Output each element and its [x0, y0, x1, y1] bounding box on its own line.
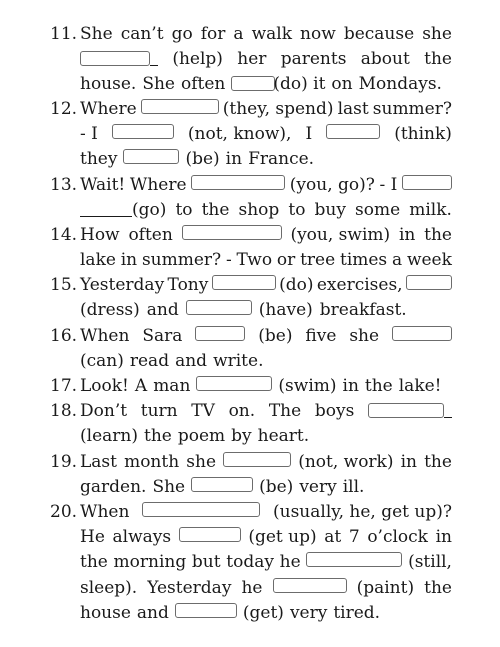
word: Mondays.: [358, 74, 442, 94]
exercise-11-line-3: [80, 72, 452, 96]
answer-blank[interactable]: [223, 452, 291, 467]
word: (paint): [356, 578, 415, 598]
word: Look!: [80, 376, 129, 396]
word: Last: [80, 452, 117, 472]
answer-blank[interactable]: [182, 225, 282, 240]
word: five: [305, 326, 337, 346]
word: heart.: [257, 426, 310, 446]
word: some: [355, 200, 401, 220]
word: in: [400, 452, 417, 472]
word: by: [231, 426, 252, 446]
word: exercises,: [316, 275, 403, 295]
word: and: [175, 351, 208, 371]
answer-blank[interactable]: [212, 275, 276, 290]
word: the: [364, 376, 393, 396]
answer-blank[interactable]: [326, 124, 380, 139]
answer-blank[interactable]: [80, 51, 150, 66]
exercise-20-line-5: [80, 601, 452, 625]
word: in: [342, 376, 359, 396]
exercise-13-line-1: [80, 173, 452, 197]
answer-blank[interactable]: [406, 275, 452, 290]
word: very: [289, 603, 328, 623]
word: the: [424, 578, 452, 598]
word: lake: [80, 250, 116, 270]
word: the: [424, 225, 452, 245]
word: summer?: [141, 250, 222, 270]
word: Where: [80, 99, 137, 119]
exercise-number: 19.: [50, 452, 78, 472]
word: (you, go)?: [289, 175, 375, 195]
answer-blank[interactable]: [142, 502, 260, 517]
word: at: [324, 527, 342, 547]
word: When: [80, 326, 130, 346]
exercise-14-line-2: [80, 248, 452, 272]
word: in: [225, 149, 243, 169]
word: garden.: [80, 477, 147, 497]
exercise-20-line-3: [80, 550, 452, 574]
answer-blank[interactable]: [141, 99, 219, 114]
word: always: [112, 527, 172, 547]
word: lake!: [398, 376, 442, 396]
word: Don’t: [80, 401, 128, 421]
word: (have): [258, 300, 313, 320]
exercise-18-line-2: [80, 424, 452, 448]
exercise-11-line-2: [80, 47, 452, 71]
answer-blank[interactable]: [175, 603, 237, 618]
word: (help): [172, 49, 223, 69]
word: a: [233, 24, 244, 44]
exercise-number: 12.: [50, 99, 78, 119]
word: Yesterday: [147, 578, 232, 598]
word: (do) it: [273, 74, 326, 94]
word: she: [349, 326, 380, 346]
word: turn: [140, 401, 178, 421]
exercise-14-line-1: [80, 223, 452, 247]
word: (be): [259, 477, 294, 497]
answer-blank[interactable]: [231, 76, 275, 91]
word: in: [435, 527, 452, 547]
word: (not, know),: [187, 124, 292, 144]
exercise-16-line-2: [80, 349, 452, 373]
word: (get): [242, 603, 284, 623]
word: (dress): [80, 300, 140, 320]
word: they: [80, 149, 118, 169]
word: on: [331, 74, 353, 94]
word: morning: [113, 552, 187, 572]
word: go: [171, 24, 193, 44]
answer-blank[interactable]: [273, 578, 347, 593]
word: ill.: [342, 477, 365, 497]
word: but: [191, 552, 221, 572]
word: (be): [258, 326, 293, 346]
word: or: [276, 250, 296, 270]
exercise-12-line-2: [80, 122, 452, 146]
word: A: [134, 376, 148, 396]
word: shop: [238, 200, 280, 220]
word: write.: [213, 351, 264, 371]
word: month: [124, 452, 180, 472]
word: - I: [379, 175, 398, 195]
exercise-18-line-1: [80, 399, 452, 423]
exercise-20-line-1: [80, 500, 452, 524]
word: poem: [177, 426, 226, 446]
word: now: [300, 24, 336, 44]
word: o’clock: [367, 527, 428, 547]
word: in: [120, 250, 138, 270]
word: tree: [300, 250, 336, 270]
word: (be): [185, 149, 220, 169]
word: TV: [191, 401, 215, 421]
exercise-number: 17.: [50, 376, 78, 396]
word: for: [200, 24, 226, 44]
answer-blank[interactable]: [123, 149, 179, 164]
exercise-number: 16.: [50, 326, 78, 346]
word: week: [406, 250, 452, 270]
answer-blank[interactable]: [392, 326, 452, 341]
word: (not, work): [298, 452, 394, 472]
word: house: [80, 603, 131, 623]
exercise-number: 14.: [50, 225, 78, 245]
word: very: [299, 477, 337, 497]
word: tired.: [333, 603, 381, 623]
word: When: [80, 502, 130, 522]
word: (usually, he, get up)?: [273, 502, 452, 522]
word: and: [146, 300, 179, 320]
word: last: [337, 99, 369, 119]
word: because: [343, 24, 415, 44]
answer-blank[interactable]: [186, 300, 252, 315]
word: (go): [132, 200, 167, 220]
word: to: [175, 200, 193, 220]
word: France.: [248, 149, 315, 169]
word: can’t: [120, 24, 164, 44]
answer-blank[interactable]: [112, 124, 174, 139]
word: Yesterday: [80, 275, 165, 295]
word: (think): [394, 124, 452, 144]
word: Wait!: [80, 175, 126, 195]
word: the: [424, 49, 452, 69]
answer-blank[interactable]: [402, 175, 452, 190]
exercise-number: 20.: [50, 502, 78, 522]
word: I: [305, 124, 313, 144]
word: parents: [280, 49, 347, 69]
word: often: [128, 225, 173, 245]
word: (they, spend): [222, 99, 334, 119]
word: house.: [80, 74, 137, 94]
exercise-13-line-2: [80, 198, 452, 222]
exercise-20-line-2: [80, 525, 452, 549]
word: She: [142, 74, 175, 94]
word: the: [80, 552, 108, 572]
word: he: [241, 578, 263, 598]
word: milk.: [409, 200, 452, 220]
word: buy: [314, 200, 346, 220]
word: boys: [314, 401, 355, 421]
word: she: [422, 24, 452, 44]
word: the: [143, 426, 172, 446]
word: He: [80, 527, 105, 547]
word: Where: [129, 175, 187, 195]
word: the: [201, 200, 230, 220]
answer-blank[interactable]: [196, 376, 272, 391]
word: How: [80, 225, 120, 245]
word: -: [225, 250, 232, 270]
exercise-20-line-4: [80, 576, 452, 600]
answer-blank[interactable]: [306, 552, 402, 567]
word: (get up): [248, 527, 317, 547]
word: She: [80, 24, 113, 44]
word: The: [268, 401, 302, 421]
answer-blank[interactable]: [179, 527, 241, 542]
word: breakfast.: [319, 300, 407, 320]
word: he: [279, 552, 301, 572]
exercise-number: 15.: [50, 275, 78, 295]
word: Sara: [142, 326, 183, 346]
word: (do): [279, 275, 314, 295]
word: a: [391, 250, 403, 270]
word: walk: [251, 24, 293, 44]
word: 7: [348, 527, 360, 547]
word: in: [398, 225, 416, 245]
word: (learn): [80, 426, 138, 446]
word: Tony: [167, 275, 209, 295]
word: and: [136, 603, 169, 623]
exercise-number: 18.: [50, 401, 78, 421]
word: often: [180, 74, 226, 94]
exercise-15-line-2: [80, 298, 452, 322]
word: her: [237, 49, 267, 69]
word: (can): [80, 351, 124, 371]
exercise-11-line-1: [80, 22, 452, 46]
word: times: [339, 250, 388, 270]
answer-blank[interactable]: [195, 326, 245, 341]
word: today: [226, 552, 274, 572]
word: the: [424, 452, 452, 472]
answer-blank[interactable]: [191, 477, 253, 492]
exercise-16-line-1: [80, 324, 452, 348]
word: read: [129, 351, 170, 371]
exercise-15-line-1: [80, 273, 452, 297]
answer-blank[interactable]: [368, 403, 444, 418]
exercise-number: 11.: [50, 24, 78, 44]
answer-blank[interactable]: [191, 175, 285, 190]
word: (swim): [278, 376, 337, 396]
exercise-19-line-1: [80, 450, 452, 474]
exercise-number: 13.: [50, 175, 78, 195]
word: summer?: [372, 99, 452, 119]
exercise-19-line-2: [80, 475, 452, 499]
exercise-17-line-1: [80, 374, 452, 398]
word: Two: [236, 250, 273, 270]
word: she: [186, 452, 216, 472]
word: about: [360, 49, 410, 69]
word: She: [152, 477, 186, 497]
word: - I: [80, 124, 98, 144]
word: (still,: [408, 552, 452, 572]
word: sleep).: [80, 578, 138, 598]
word: to: [288, 200, 306, 220]
exercise-12-line-3: [80, 147, 452, 171]
word: (you, swim): [290, 225, 391, 245]
exercise-12-line-1: [80, 97, 452, 121]
word: man: [153, 376, 191, 396]
word: on.: [228, 401, 256, 421]
